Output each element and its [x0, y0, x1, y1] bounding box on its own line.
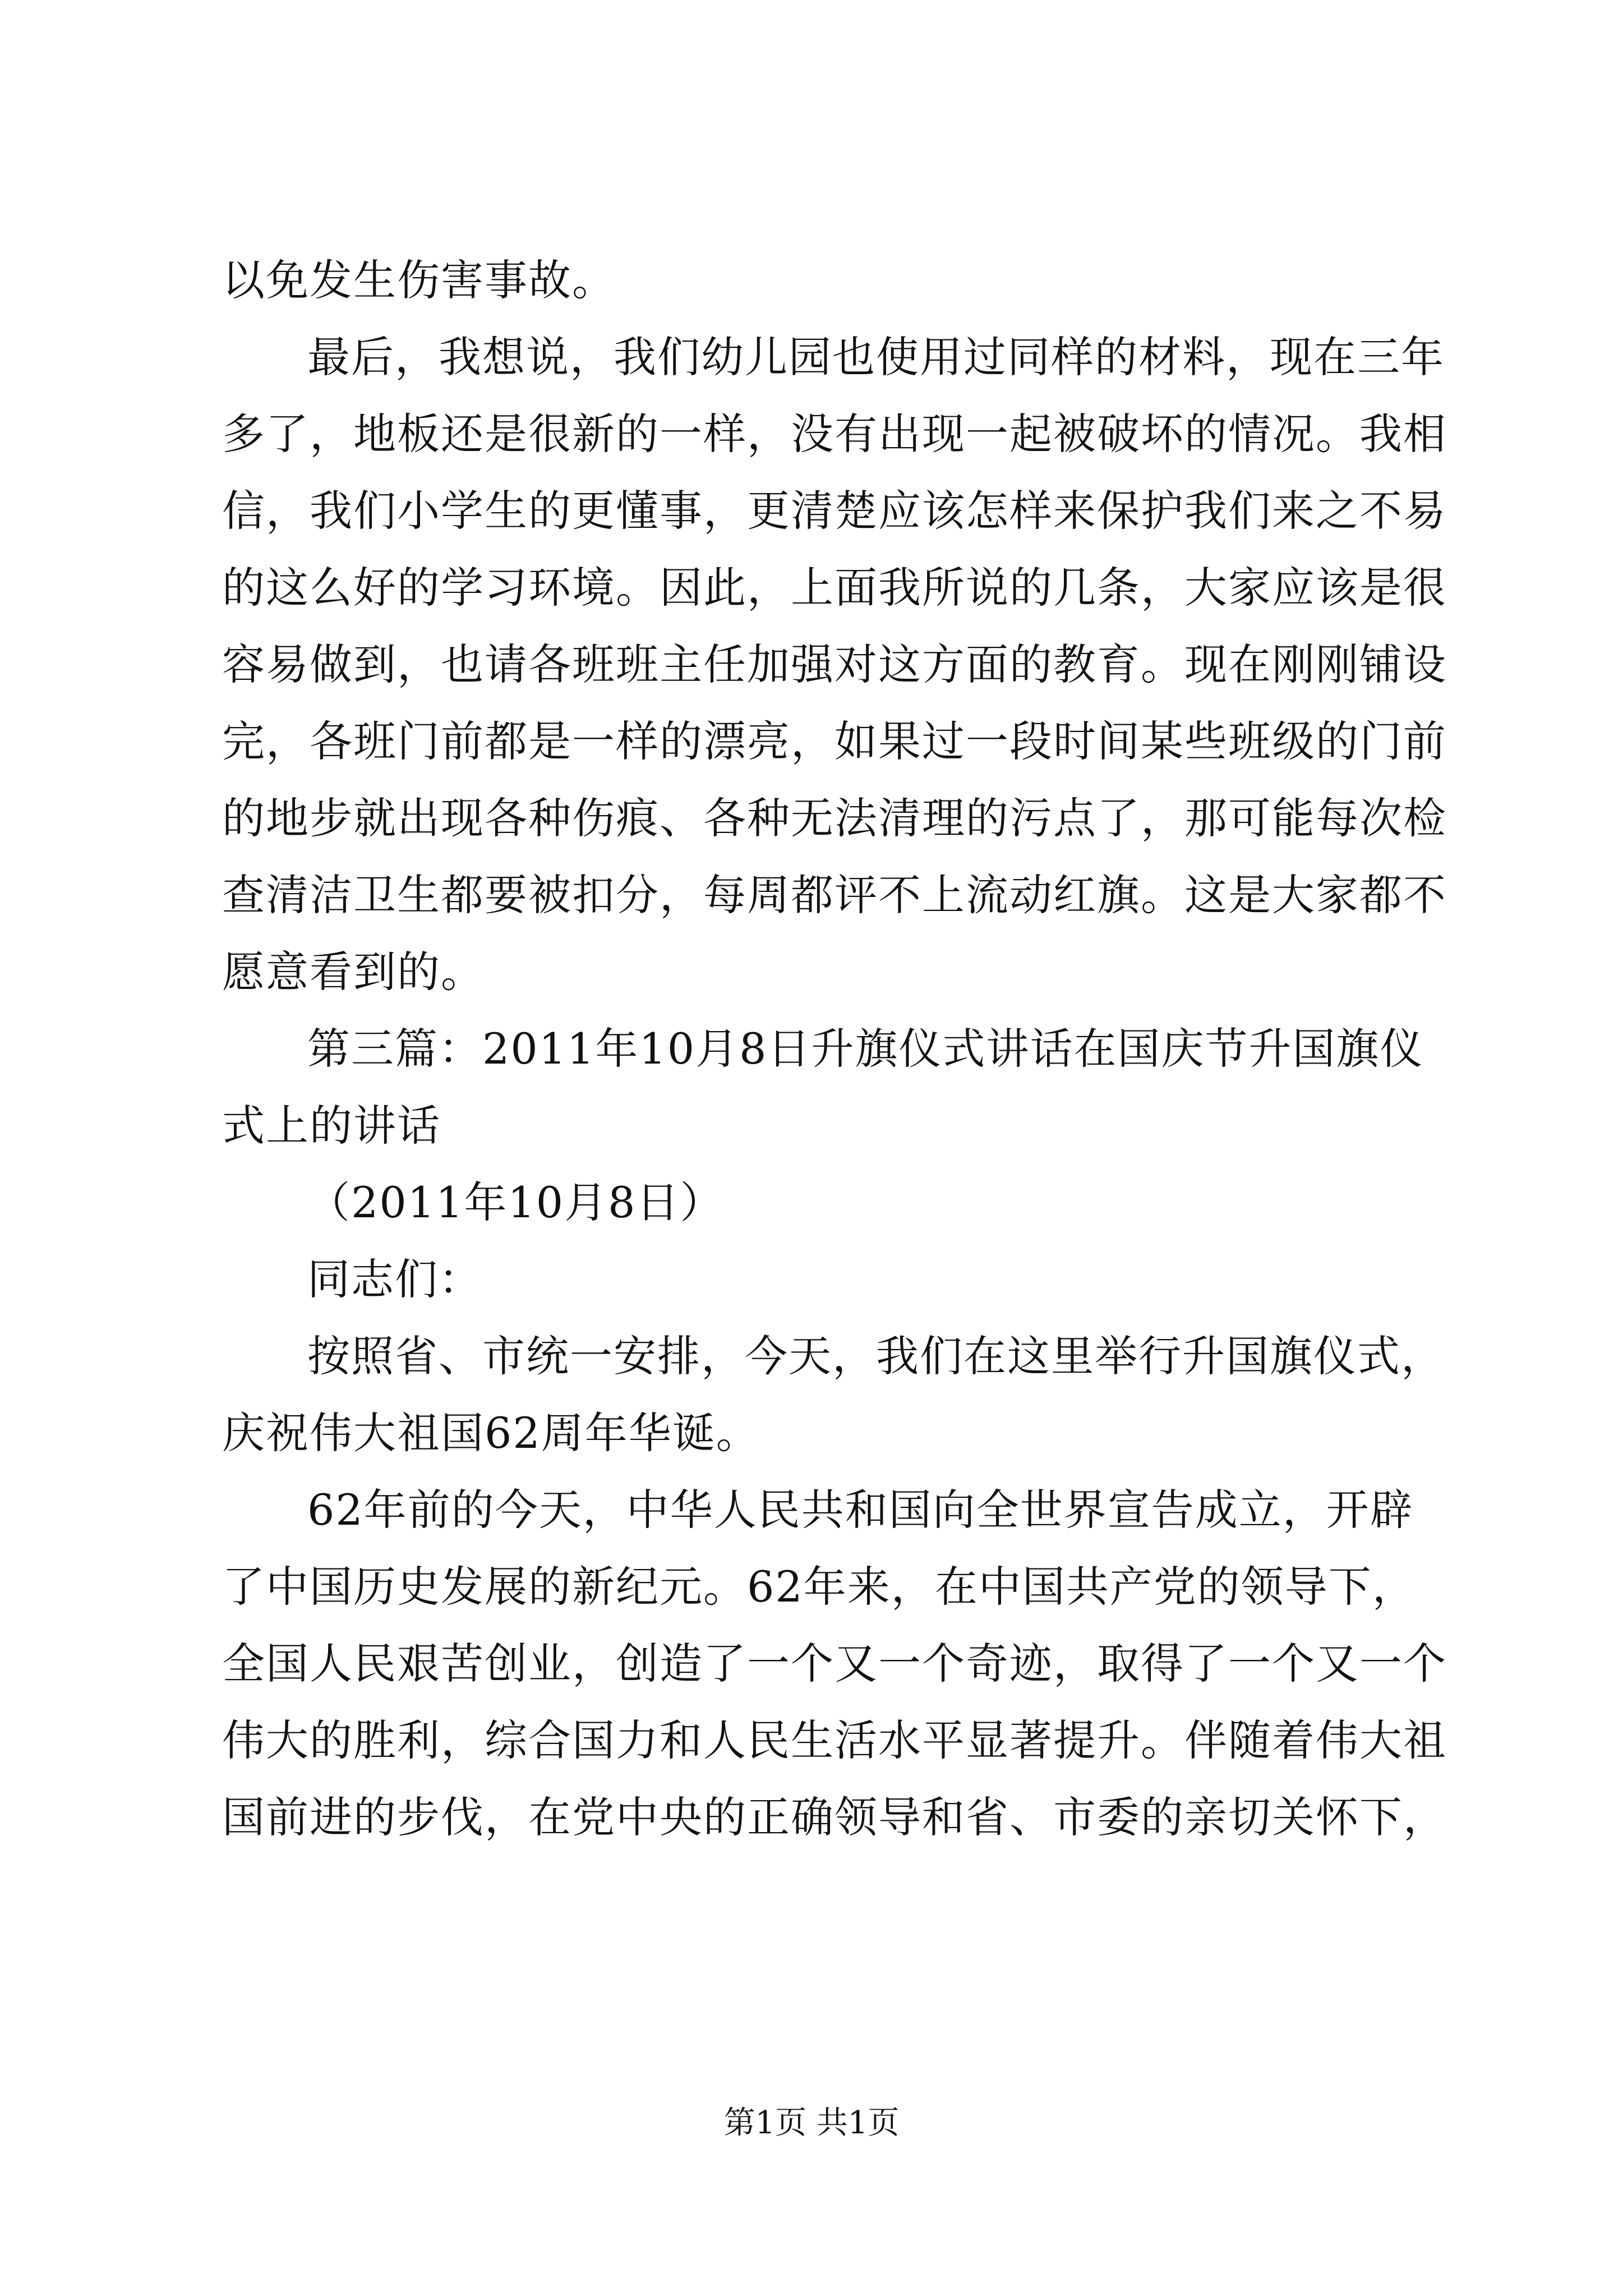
text-line: 的地步就出现各种伤痕、各种无法清理的污点了，那可能每次检	[222, 793, 1447, 843]
paragraph-line: 62年前的今天，中华人民共和国向全世界宣告成立，开辟	[307, 1485, 1414, 1535]
text-line: 国前进的步伐，在党中央的正确领导和省、市委的亲切关怀下，	[222, 1792, 1447, 1842]
text-line: 的这么好的学习环境。因此，上面我所说的几条，大家应该是很	[222, 563, 1447, 613]
text-line: 愿意看到的。	[222, 947, 485, 997]
text-line: 多了，地板还是很新的一样，没有出现一起被破坏的情况。我相	[222, 409, 1447, 459]
section-title-line: 式上的讲话	[222, 1101, 441, 1151]
paragraph-line: 最后，我想说，我们幼儿园也使用过同样的材料，现在三年	[307, 332, 1445, 382]
date-line: （2011年10月8日）	[307, 1177, 724, 1227]
text-line: 信，我们小学生的更懂事，更清楚应该怎样来保护我们来之不易	[222, 486, 1447, 536]
text-line: 了中国历史发展的新纪元。62年来，在中国共产党的领导下，	[222, 1562, 1416, 1612]
text-line: 完，各班门前都是一样的漂亮，如果过一段时间某些班级的门前	[222, 716, 1447, 766]
page-footer: 第1页 共1页	[723, 2105, 900, 2141]
section-title-line: 第三篇：2011年10月8日升旗仪式讲话在国庆节升国旗仪	[307, 1024, 1424, 1074]
text-line: 以免发生伤害事故。	[222, 255, 616, 305]
text-line: 伟大的胜利，综合国力和人民生活水平显著提升。伴随着伟大祖	[222, 1715, 1447, 1765]
paragraph-line: 按照省、市统一安排，今天，我们在这里举行升国旗仪式，	[307, 1331, 1445, 1381]
text-line: 庆祝伟大祖国62周年华诞。	[222, 1408, 760, 1458]
text-line: 容易做到，也请各班班主任加强对这方面的教育。现在刚刚铺设	[222, 639, 1447, 689]
text-line: 全国人民艰苦创业，创造了一个又一个奇迹，取得了一个又一个	[222, 1639, 1447, 1688]
salutation-line: 同志们：	[307, 1254, 482, 1304]
text-line: 查清洁卫生都要被扣分，每周都评不上流动红旗。这是大家都不	[222, 870, 1447, 920]
